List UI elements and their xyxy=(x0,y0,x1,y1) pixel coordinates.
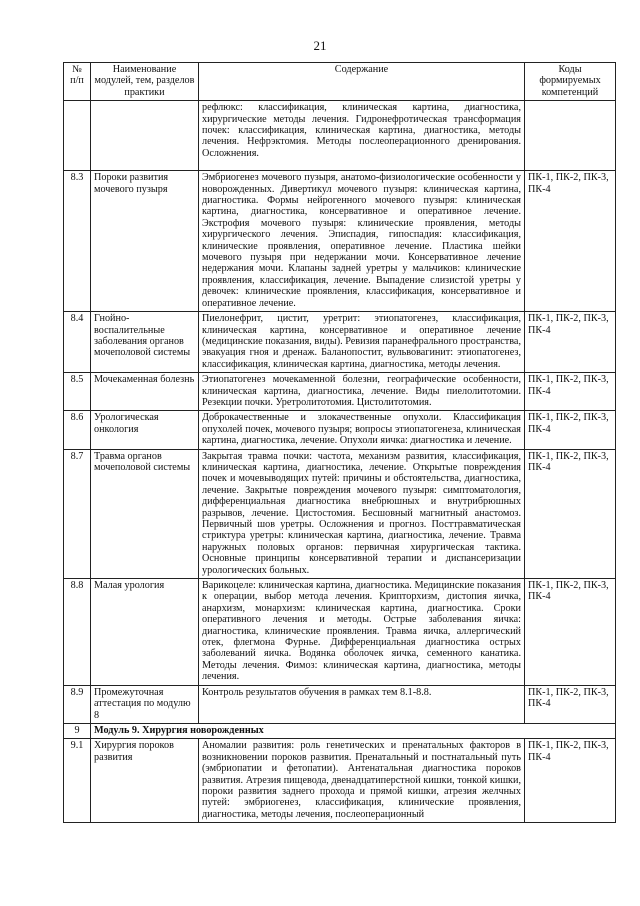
table-header-row xyxy=(64,63,616,101)
module-heading-row xyxy=(64,723,616,738)
row-content: Пиелонефрит, цистит, уретрит: этиопатогенез, классификация, клиническая картина, консервативное и оперативное лечение (медицинские показания, виды). Ревизия паранефрального пространства, эвакуация гноя и дренаж. Баланопостит, вульвовагинит: этиопатогенез, классификация, клиническая картина, диагностика, методы лечения. xyxy=(199,312,525,373)
row-number: 8.4 xyxy=(64,312,91,373)
row-codes: ПК-1, ПК-2, ПК-3, ПК-4 xyxy=(525,685,616,723)
row-number xyxy=(64,101,91,171)
row-number: 8.8 xyxy=(64,579,91,686)
table-row xyxy=(64,579,616,686)
row-content: Варикоцеле: клиническая картина, диагностика. Медицинские показания к операции, выбор метода лечения. Крипторхизм, дистопия яичка, анархизм, монархизм: клиническая картина, диагностика. Сроки оперативного лечения и методы. Острые заболевания яичка: диагностика, клинические проявления. Травма яичка, аллергический отек, флегмона Фурнье. Дифференциальная диагностика острых заболеваний яичка. Водянка оболочек яичка, семенного канатика. Методы лечения. Фимоз: клиническая картина, диагностика, методы лечения. xyxy=(199,579,525,686)
row-number: 8.3 xyxy=(64,171,91,312)
row-topic: Хирургия пороков развития xyxy=(91,739,199,823)
curriculum-table xyxy=(63,62,616,823)
row-codes xyxy=(525,101,616,171)
table-row xyxy=(64,685,616,723)
module-number: 9 xyxy=(64,723,91,738)
row-codes: ПК-1, ПК-2, ПК-3, ПК-4 xyxy=(525,579,616,686)
row-content: Доброкачественные и злокачественные опухоли. Классификация опухолей почек, мочевого пузыря; вопросы этиопатогенеза, клиническая картина, диагностика, лечение. Опухоли яичка: диагностика и лечение. xyxy=(199,411,525,449)
row-content: Контроль результатов обучения в рамках тем 8.1-8.8. xyxy=(199,685,525,723)
row-content: Этиопатогенез мочекаменной болезни, географические особенности, клиническая картина, диагностика, лечение. Виды пиелолитотомии. Резекции почки. Уретролитотомия. Цистолитотомия. xyxy=(199,373,525,411)
table-row xyxy=(64,449,616,578)
row-topic: Травма органов мочеполовой системы xyxy=(91,449,199,578)
row-topic: Мочекаменная болезнь xyxy=(91,373,199,411)
table-row xyxy=(64,171,616,312)
row-number: 8.5 xyxy=(64,373,91,411)
row-topic: Промежуточная аттестация по модулю 8 xyxy=(91,685,199,723)
row-number: 8.6 xyxy=(64,411,91,449)
row-codes: ПК-1, ПК-2, ПК-3, ПК-4 xyxy=(525,373,616,411)
row-codes: ПК-1, ПК-2, ПК-3, ПК-4 xyxy=(525,312,616,373)
table-row xyxy=(64,411,616,449)
row-topic: Пороки развития мочевого пузыря xyxy=(91,171,199,312)
header-number: № п/п xyxy=(64,63,91,101)
table-row xyxy=(64,101,616,171)
row-topic: Малая урология xyxy=(91,579,199,686)
row-number: 9.1 xyxy=(64,739,91,823)
header-codes: Коды формируемых компетенций xyxy=(525,63,616,101)
header-content: Содержание xyxy=(199,63,525,101)
row-content: Эмбриогенез мочевого пузыря, анатомо-физиологические особенности у новорожденных. Дивертикул мочевого пузыря: клиническая картина, диагностика. Формы нейрогенного мочевого пузыря: клиническая картина, диагностика, консервативное и оперативное лечение. Экстрофия мочевого пузыря: клинические проявления, методы хирургического лечения. Эписпадия, гипоспадия: классификация, клинические проявления, оперативное лечение. Пластика шейки мочевого пузыря при недержании мочи. Консервативное лечение недержания мочи. Клапаны задней уретры у мальчиков: клинические проявления, классификация, лечение. Выпадение слизистой уретры у девочек: клинические проявления, классификация, консервативное и оперативное лечение. xyxy=(199,171,525,312)
header-name: Наименование модулей, тем, разделов практики xyxy=(91,63,199,101)
table-row xyxy=(64,373,616,411)
row-number: 8.9 xyxy=(64,685,91,723)
row-codes: ПК-1, ПК-2, ПК-3, ПК-4 xyxy=(525,739,616,823)
row-content: рефлюкс: классификация, клиническая картина, диагностика, хирургические методы лечения. Гидронефротическая трансформация почек: классификация, клиническая картина, диагностика, методы лечения. Нефрэктомия. Методы послеоперационного дренирования. Осложнения. xyxy=(199,101,525,171)
row-topic: Урологическая онкология xyxy=(91,411,199,449)
row-codes: ПК-1, ПК-2, ПК-3, ПК-4 xyxy=(525,449,616,578)
table-row xyxy=(64,312,616,373)
page-number: 21 xyxy=(313,38,327,53)
row-content: Аномалии развития: роль генетических и пренатальных факторов в возникновении пороков развития. Пренатальный и постнатальный путь (эмбриопатии и фетопатии). Антенатальная диагностика пороков развития. Атрезия пищевода, двенадцатиперстной кишки, тонкой кишки, пороки развития заднего прохода и прямой кишки, атрезия желчных путей: эмбриогенез, классификация, клинические проявления, диагностика, методы лечения, послеоперационный xyxy=(199,739,525,823)
module-title: Модуль 9. Хирургия новорожденных xyxy=(91,723,616,738)
row-codes: ПК-1, ПК-2, ПК-3, ПК-4 xyxy=(525,171,616,312)
row-topic: Гнойно-воспалительные заболевания органов мочеполовой системы xyxy=(91,312,199,373)
row-topic xyxy=(91,101,199,171)
table-row xyxy=(64,739,616,823)
row-number: 8.7 xyxy=(64,449,91,578)
row-codes: ПК-1, ПК-2, ПК-3, ПК-4 xyxy=(525,411,616,449)
row-content: Закрытая травма почки: частота, механизм развития, классификация, клиническая картина, диагностика, лечение. Открытые повреждения почек и мочевыводящих путей: причины и обстоятельства, диагностика, лечение. Закрытые повреждения мочевого пузыря: симптоматология, дифференциальная диагностика внебрюшных и внутрибрюшных разрывов, лечение. Цистостомия. Бесшовный магнитный анастомоз. Первичный шов уретры. Осложнения и прогноз. Посттравматическая стриктура уретры: клиническая картина, диагностика, лечение. Травма наружных половых органов: первичная хирургическая тактика. Основные принципы консервативной терапии и диспансеризации урологических больных. xyxy=(199,449,525,578)
